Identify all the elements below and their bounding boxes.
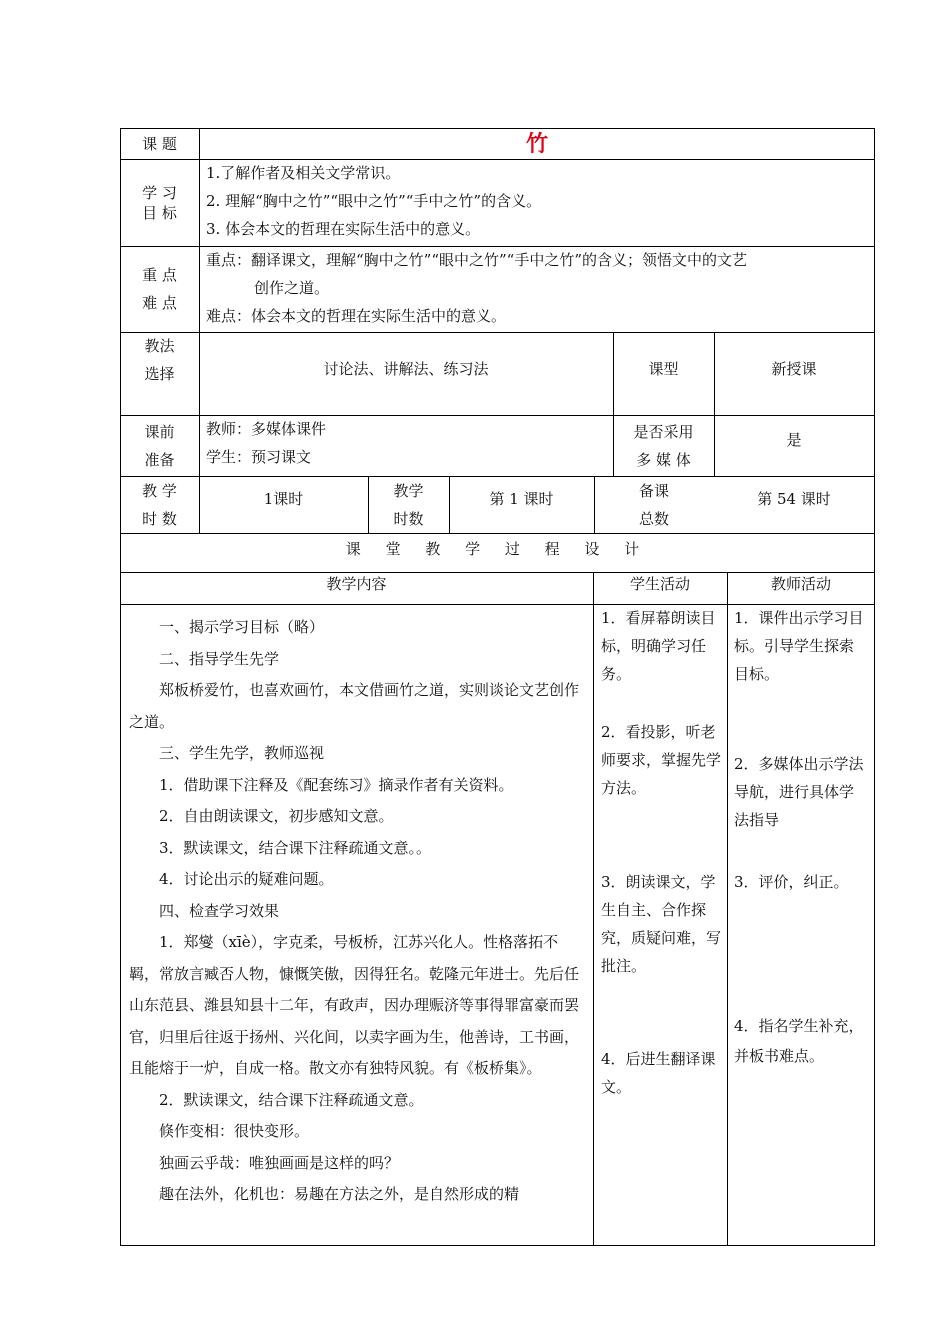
- rule: [120, 1245, 875, 1246]
- content-paragraph: 倏作变相：很快变形。: [159, 1122, 310, 1140]
- content-paragraph: 四、检查学习效果: [159, 901, 280, 920]
- design-title: [120, 533, 875, 565]
- keypoints-label-line: 重 点: [142, 266, 177, 284]
- student-activity-4: 4．后进生翻译课文。: [601, 1050, 716, 1096]
- goal-item: 3. 体会本文的哲理在实际生活中的意义。: [206, 220, 481, 238]
- keypoints-label-line: 难 点: [142, 294, 177, 312]
- teacher-activity-1: 1．课件出示学习目标。引导学生探索目标。: [734, 609, 864, 683]
- topic-title: 竹: [525, 130, 548, 157]
- goals-label: [120, 159, 199, 246]
- content-paragraph: 1．借助课下注释及《配套练习》摘录作者有关资料。: [159, 775, 514, 794]
- total-value: 第 54 课时: [757, 490, 831, 508]
- rule: [199, 128, 200, 533]
- media-label-line: 多 媒 体: [636, 450, 691, 469]
- teaching-content: [129, 612, 587, 1211]
- hours-label-line: 时 数: [142, 509, 177, 528]
- total-label-line: 总数: [638, 509, 669, 528]
- period-label: [368, 476, 449, 533]
- rule: [727, 572, 728, 1246]
- period-label-line: 时数: [393, 509, 424, 528]
- period-label-line: 教学: [393, 481, 424, 500]
- lesson-plan-table: [120, 128, 875, 1246]
- column-header-teacher: 教师活动: [770, 575, 831, 593]
- prep-teacher: 教师：多媒体课件: [206, 420, 327, 438]
- rule: [874, 128, 875, 1246]
- content-paragraph: 2．默读课文，结合课下注释疏通文意。: [159, 1090, 424, 1109]
- media-label: [613, 415, 714, 476]
- hours-label: [120, 476, 199, 533]
- content-paragraph: 2．自由朗读课文，初步感知文意。: [159, 807, 394, 825]
- content-paragraph: 3．默读课文，结合课下注释疏通文意。。: [159, 838, 432, 857]
- teacher-activity-4: 4．指名学生补充，并板书难点。: [734, 1017, 864, 1065]
- prep-label: [120, 415, 199, 476]
- keypoint-difficult: 难点：体会本文的哲理在实际生活中的意义。: [206, 307, 507, 325]
- method-label-line: 选择: [144, 365, 175, 383]
- period-value: 第 1 课时: [489, 490, 554, 508]
- content-paragraph: 4．讨论出示的疑难问题。: [159, 870, 334, 888]
- goals-label-line: 目 标: [142, 203, 177, 222]
- teacher-activity-3: 3．评价，纠正。: [734, 873, 849, 891]
- content-paragraph: 1．郑燮（xīè），字克柔，号板桥，江苏兴化人。性格落拓不羁，常放言臧否人物，慷慨笑傲，因得狂名。乾隆元年进士。先后任山东范县、潍县知县十二年，有政声，因办理赈济等事得罪富豪而罢官，归里后往返于扬州、兴化间，以卖字画为生，他善诗，工书画，且能熔于一炉，自成一格。散文亦有独特风貌。有《板桥集》。: [129, 933, 580, 1077]
- method-value: 讨论法、讲解法、练习法: [323, 360, 489, 378]
- media-label-line: 是否采用: [633, 422, 694, 441]
- prep-label-line: 课前: [144, 422, 175, 441]
- prep-student: 学生：预习课文: [206, 448, 312, 466]
- keypoint-main-cont: 创作之道。: [254, 279, 330, 297]
- topic-label: 课 题: [142, 134, 177, 153]
- goal-item: 2. 理解“胸中之竹”“眼中之竹”“手中之竹”的含义。: [206, 192, 542, 210]
- column-header-content: 教学内容: [326, 575, 387, 593]
- content-paragraph: 郑板桥爱竹，也喜欢画竹，本文借画竹之道，实则谈论文艺创作之道。: [129, 681, 580, 731]
- method-label-line: 教法: [144, 337, 175, 355]
- total-label: [594, 476, 714, 533]
- content-paragraph: 三、学生先学，教师巡视: [159, 744, 325, 762]
- goals-list: [206, 159, 871, 246]
- hours-value: 1课时: [263, 490, 304, 508]
- hours-label-line: 教 学: [142, 481, 177, 500]
- goal-item: 1.了解作者及相关文学常识。: [206, 164, 401, 182]
- keypoints-text: [206, 246, 871, 332]
- goals-label-line: 学 习: [142, 183, 177, 202]
- method-label: [120, 332, 199, 415]
- content-paragraph: 一、揭示学习目标（略）: [159, 618, 325, 636]
- student-activity-1: 1．看屏幕朗读目标，明确学习任务。: [601, 609, 716, 683]
- student-activity-2: 2．看投影，听老师要求，掌握先学方法。: [601, 723, 722, 797]
- student-activity-3: 3．朗读课文，学生自主、合作探究，质疑问难，写批注。: [601, 873, 722, 975]
- keypoint-main: 重点：翻译课文，理解“胸中之竹”“眼中之竹”“手中之竹”的含义；领悟文中的文艺: [206, 251, 748, 269]
- teacher-activity-2: 2．多媒体出示学法导航，进行具体学法指导: [734, 755, 864, 829]
- prep-values: [206, 415, 606, 476]
- content-paragraph: 趣在法外，化机也：易趣在方法之外，是自然形成的精: [159, 1185, 520, 1203]
- type-value: 新授课: [771, 360, 817, 378]
- keypoints-label: [120, 246, 199, 332]
- column-header-student: 学生活动: [629, 575, 690, 593]
- type-label: 课型: [648, 360, 679, 378]
- prep-label-line: 准备: [144, 450, 175, 469]
- content-paragraph: 独画云乎哉：唯独画画是这样的吗？: [159, 1153, 400, 1172]
- content-paragraph: 二、指导学生先学: [159, 649, 280, 668]
- media-value: 是: [786, 431, 802, 449]
- design-title-text: 课 堂 教 学 过 程 设 计: [345, 540, 650, 558]
- rule: [593, 572, 594, 1246]
- total-label-line: 备课: [638, 481, 669, 500]
